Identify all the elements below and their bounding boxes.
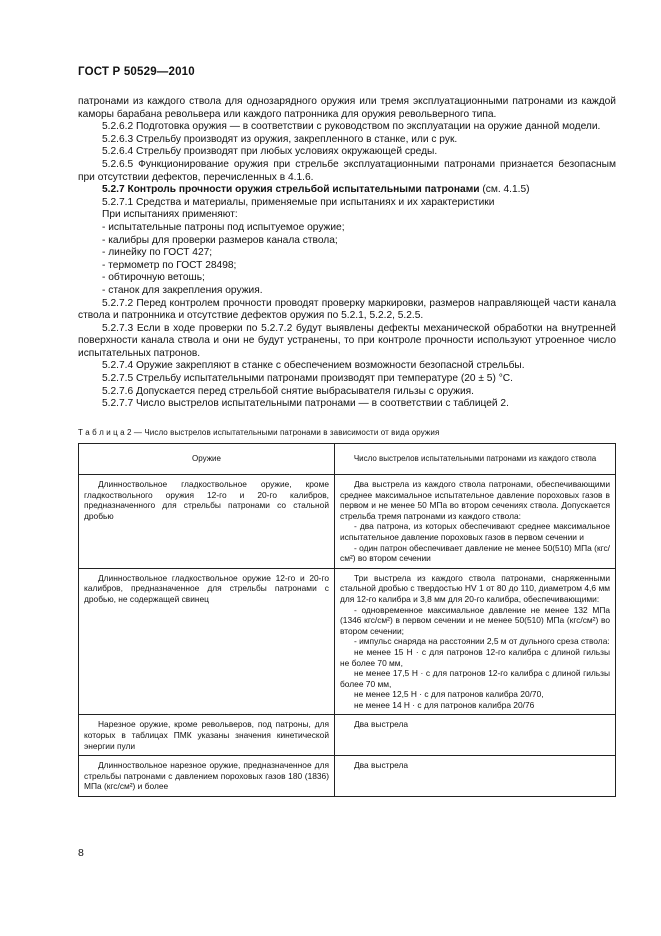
shots-text: Два выстрела: [354, 719, 409, 730]
table-row: [79, 715, 616, 756]
table-header-weapon: Оружие: [79, 444, 335, 475]
paragraph-text: 5.2.7.3 Если в ходе проверки по 5.2.7.2 будут выявлены дефекты механической обработки на внутренней поверхности канала ствола и они не будут устранены, то при контроле прочности используют утроенное число испытательных патронов.: [78, 322, 616, 359]
table-row: [79, 756, 616, 797]
paragraph: [78, 247, 616, 260]
weapon-text: Длинноствольное гладкоствольное оружие 12-го и 20-го калибров, предназначенное для стрельбы патронами с дробью, не содержащей свинец: [84, 572, 329, 604]
document-header: ГОСТ Р 50529—2010: [78, 66, 195, 78]
paragraph: [78, 272, 616, 285]
paragraph-text: 5.2.7.6 Допускается перед стрельбой снятие выбрасывателя гильзы с оружия.: [102, 385, 475, 397]
shots-text: Два выстрела: [354, 760, 409, 771]
weapon-text: Длинноствольное гладкоствольное оружие, кроме гладкоствольного оружия 12-го и 20-го калибров, предназначенного для стрельбы патронами со стальной дробью: [84, 479, 329, 521]
page-number: 8: [78, 847, 84, 859]
table-row: [79, 475, 616, 569]
shots-text: - один патрон обеспечивает давление не менее 50(510) МПа (кгс/см²) во втором сечении: [340, 542, 610, 564]
paragraph: [78, 235, 616, 248]
shots-text: Два выстрела из каждого ствола патронами, обеспечивающими среднее максимальное испытательное давление пороховых газов в первом и не менее 50 МПа во втором сечениях ствола. Допускается стрельба тремя патронами из каждого ствола:: [340, 479, 610, 521]
paragraph: [78, 134, 616, 147]
weapon-cell: [79, 756, 335, 797]
paragraph-text: 5.2.7.4 Оружие закрепляют в станке с обеспечением возможности безопасной стрельбы.: [102, 360, 525, 372]
paragraph: [78, 373, 616, 386]
paragraph: [78, 121, 616, 134]
shots-cell: [335, 475, 616, 569]
paragraph: [78, 398, 616, 411]
paragraph: [78, 222, 616, 235]
paragraph: [78, 285, 616, 298]
shots-text: - два патрона, из которых обеспечивают среднее максимальное испытательное давление пороховых газов в первом сечении и: [340, 521, 610, 542]
paragraph-text: 5.2.6.3 Стрельбу производят из оружия, закрепленного в станке, или с рук.: [102, 133, 458, 145]
paragraph: [78, 159, 616, 184]
paragraph-text: - испытательные патроны под испытуемое оружие;: [102, 221, 345, 233]
paragraph-text: 5.2.7.7 Число выстрелов испытательными патронами — в соответствии с таблицей 2.: [102, 398, 509, 410]
paragraph-text: патронами из каждого ствола для однозарядного оружия или тремя эксплуатационными патронами из каждой каморы барабана револьвера или каждого патронника для оружия револьверного типа.: [78, 96, 616, 120]
paragraph-text: 5.2.6.2 Подготовка оружия — в соответствии с руководством по эксплуатации на оружие данной модели.: [102, 121, 601, 133]
paragraph: [78, 298, 616, 323]
body-text: [78, 96, 616, 411]
paragraph-text: - станок для закрепления оружия.: [102, 284, 263, 296]
table-caption: Т а б л и ц а 2 — Число выстрелов испытательными патронами в зависимости от вида оружия: [78, 428, 440, 437]
shots-table: [78, 443, 616, 797]
paragraph-text: 5.2.6.5 Функционирование оружия при стрельбе эксплуатационными патронами признается безопасным при отсутствии дефектов, перечисленных в 4.1.6.: [78, 158, 616, 183]
paragraph-text: 5.2.6.4 Стрельбу производят при любых условиях окружающей среды.: [102, 146, 438, 158]
paragraph-text: 5.2.7.1 Средства и материалы, применяемые при испытаниях и их характеристики: [102, 196, 495, 208]
paragraph: [78, 323, 616, 361]
shots-text: не менее 15 Н · с для патронов 12-го калибра с длиной гильзы не более 70 мм,: [340, 646, 610, 668]
paragraph-text: - калибры для проверки размеров канала ствола;: [102, 234, 338, 246]
table-header-shots: Число выстрелов испытательными патронами из каждого ствола: [335, 444, 616, 475]
section-heading: 5.2.7 Контроль прочности оружия стрельбой испытательными патронами: [102, 184, 480, 196]
shots-text: не менее 17,5 Н · с для патронов 12-го калибра с длиной гильзы более 70 мм,: [340, 668, 610, 689]
weapon-cell: [79, 568, 335, 715]
table-row: [79, 568, 616, 715]
shots-text: не менее 14 Н · с для патронов калибра 20/76: [354, 699, 535, 710]
shots-cell: [335, 715, 616, 756]
shots-text: - одновременное максимальное давление не менее 132 МПа (1346 кгс/см²) в первом сечении и не менее 50(510) МПа (кгс/см²) во втором сечении;: [340, 604, 610, 636]
weapon-cell: [79, 715, 335, 756]
weapon-text: Нарезное оружие, кроме револьверов, под патроны, для которых в таблицах ПМК указаны значения кинетической энергии пули: [84, 719, 329, 751]
paragraph: [78, 260, 616, 273]
paragraph: [78, 209, 616, 222]
paragraph-text: (см. 4.1.5): [479, 184, 530, 196]
paragraph-text: - линейку по ГОСТ 427;: [102, 247, 213, 259]
paragraph-text: - термометр по ГОСТ 28498;: [102, 259, 237, 271]
paragraph: [78, 146, 616, 159]
paragraph-text: 5.2.7.2 Перед контролем прочности проводят проверку маркировки, размеров направляющей части канала ствола и патронника и отсутствие дефектов оружия по 5.2.1, 5.2.2, 5.2.5.: [78, 297, 616, 322]
paragraph-text: При испытаниях применяют:: [102, 209, 238, 221]
paragraph-text: - обтирочную ветошь;: [102, 272, 205, 284]
weapon-cell: [79, 475, 335, 569]
paragraph-text: 5.2.7.5 Стрельбу испытательными патронами производят при температуре (20 ± 5) °С.: [102, 373, 513, 385]
weapon-text: Длинноствольное нарезное оружие, предназначенное для стрельбы патронами с давлением пороховых газов 180 (1836) МПа (кгс/см²) и более: [84, 760, 329, 792]
paragraph: [78, 96, 616, 121]
paragraph: [78, 386, 616, 399]
paragraph: [78, 360, 616, 373]
paragraph: [78, 184, 616, 197]
shots-cell: [335, 568, 616, 715]
shots-text: - импульс снаряда на расстоянии 2,5 м от дульного среза ствола:: [354, 636, 610, 647]
shots-cell: [335, 756, 616, 797]
paragraph: [78, 197, 616, 210]
shots-text: не менее 12,5 Н · с для патронов калибра 20/70,: [354, 689, 544, 700]
shots-text: Три выстрела из каждого ствола патронами, снаряженными стальной дробью с твердостью HV 1 от 80 до 110, диаметром 4,6 мм для 12-го калибра и 3,8 мм для 20-го калибра, обеспечивающими:: [340, 572, 610, 604]
